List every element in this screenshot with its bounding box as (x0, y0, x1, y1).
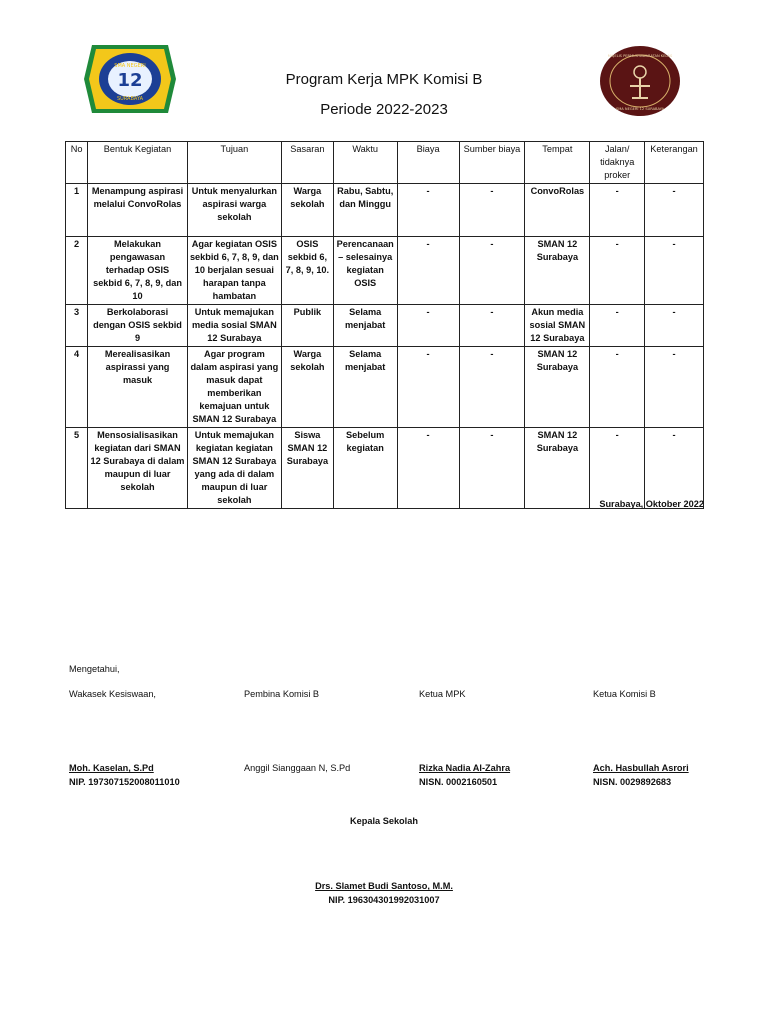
cell-kegiatan: Menampung aspirasi melalui ConvoRolas (88, 184, 187, 237)
wakasek-id: NIP. 197307152008011010 (69, 777, 180, 787)
kepsek-name-wrap (0, 881, 768, 891)
cell-sumber: - (459, 237, 525, 305)
cell-sumber: - (459, 428, 525, 509)
cell-kegiatan: Mensosialisasikan kegiatan dari SMAN 12 Surabaya di dalam maupun di luar sekolah (88, 428, 187, 509)
table-row (66, 184, 704, 237)
mpk-logo-top-text: MAJELIS PERMUSYAWARATAN KELAS (607, 54, 673, 58)
header-keterangan: Keterangan (645, 142, 704, 184)
ketua-komisi-id: NISN. 0029892683 (593, 777, 672, 787)
cell-jalan: - (590, 428, 645, 509)
cell-waktu: Perencanaan – selesainya kegiatan OSIS (333, 237, 397, 305)
cell-waktu: Selama menjabat (333, 347, 397, 428)
header-jalan: Jalan/ tidaknya proker (590, 142, 645, 184)
cell-no: 2 (66, 237, 88, 305)
header-waktu: Waktu (333, 142, 397, 184)
cell-no: 4 (66, 347, 88, 428)
document-title: Program Kerja MPK Komisi B (285, 71, 483, 88)
cell-sumber: - (459, 305, 525, 347)
cell-biaya: - (397, 305, 459, 347)
mpk-logo-bottom-text: SMA NEGERI 12 SURABAYA (615, 107, 665, 111)
cell-jalan: - (590, 184, 645, 237)
cell-sumber: - (459, 347, 525, 428)
header-sumber: Sumber biaya (459, 142, 525, 184)
pembina-name: Anggil Sianggaan N, S.Pd (244, 763, 351, 773)
cell-biaya: - (397, 428, 459, 509)
cell-kegiatan: Melakukan pengawasan terhadap OSIS sekbid 6, 7, 8, 9, dan 10 (88, 237, 187, 305)
cell-keterangan: - (645, 184, 704, 237)
cell-biaya: - (397, 184, 459, 237)
header-kegiatan: Bentuk Kegiatan (88, 142, 187, 184)
pembina-role: Pembina Komisi B (244, 689, 320, 699)
table-row (66, 428, 704, 509)
cell-sasaran: Publik (282, 305, 334, 347)
document-period: Periode 2022-2023 (320, 101, 448, 118)
ketua-komisi-role: Ketua Komisi B (593, 689, 656, 699)
header-no: No (66, 142, 88, 184)
ketua-mpk-role: Ketua MPK (419, 689, 466, 699)
cell-tujuan: Agar kegiatan OSIS sekbid 6, 7, 8, 9, dan 10 berjalan sesuai harapan tanpa hambatan (187, 237, 281, 305)
cell-no: 5 (66, 428, 88, 509)
header-sasaran: Sasaran (282, 142, 334, 184)
header-tempat: Tempat (525, 142, 590, 184)
kepsek-id: NIP. 196304301992031007 (328, 895, 440, 905)
header-tujuan: Tujuan (187, 142, 281, 184)
table-header-row (66, 142, 704, 184)
table-row (66, 305, 704, 347)
cell-tempat: ConvoRolas (525, 184, 590, 237)
cell-jalan: - (590, 305, 645, 347)
wakasek-role: Wakasek Kesiswaan, (69, 689, 156, 699)
cell-waktu: Sebelum kegiatan (333, 428, 397, 509)
header-biaya: Biaya (397, 142, 459, 184)
cell-biaya: - (397, 237, 459, 305)
cell-kegiatan: Berkolaborasi dengan OSIS sekbid 9 (88, 305, 187, 347)
cell-tempat: Akun media sosial SMAN 12 Surabaya (525, 305, 590, 347)
cell-tujuan: Agar program dalam aspirasi yang masuk dapat memberikan kemajuan untuk SMAN 12 Surabaya (187, 347, 281, 428)
table-row (66, 237, 704, 305)
date-line: Surabaya, Oktober 2022 (599, 499, 704, 509)
ketua-mpk-id: NISN. 0002160501 (419, 777, 498, 787)
cell-tempat: SMAN 12 Surabaya (525, 347, 590, 428)
cell-sumber: - (459, 184, 525, 237)
cell-kegiatan: Merealisasikan aspirassi yang masuk (88, 347, 187, 428)
logo-top-text: SMA NEGERI (114, 63, 146, 69)
acknowledged-label: Mengetahui, (69, 664, 120, 674)
logo-bottom-text: SURABAYA (116, 96, 144, 102)
cell-no: 1 (66, 184, 88, 237)
ketua-komisi-name: Ach. Hasbullah Asrori (593, 763, 689, 773)
cell-sasaran: Siswa SMAN 12 Surabaya (282, 428, 334, 509)
cell-keterangan: - (645, 428, 704, 509)
cell-sasaran: Warga sekolah (282, 184, 334, 237)
cell-waktu: Selama menjabat (333, 305, 397, 347)
cell-tujuan: Untuk memajukan kegiatan kegiatan SMAN 12 Surabaya yang ada di dalam maupun di luar sekolah (187, 428, 281, 509)
cell-tempat: SMAN 12 Surabaya (525, 428, 590, 509)
cell-waktu: Rabu, Sabtu, dan Minggu (333, 184, 397, 237)
kepsek-role: Kepala Sekolah (350, 816, 418, 826)
cell-keterangan: - (645, 237, 704, 305)
table-row (66, 347, 704, 428)
ketua-mpk-name: Rizka Nadia Al-Zahra (419, 763, 511, 773)
logo-number: 12 (117, 70, 143, 91)
cell-tujuan: Untuk menyalurkan aspirasi warga sekolah (187, 184, 281, 237)
cell-jalan: - (590, 347, 645, 428)
kepsek-name: Drs. Slamet Budi Santoso, M.M. (315, 881, 453, 891)
cell-tempat: SMAN 12 Surabaya (525, 237, 590, 305)
cell-no: 3 (66, 305, 88, 347)
cell-tujuan: Untuk memajukan media sosial SMAN 12 Surabaya (187, 305, 281, 347)
cell-sasaran: OSIS sekbid 6, 7, 8, 9, 10. (282, 237, 334, 305)
cell-keterangan: - (645, 347, 704, 428)
cell-jalan: - (590, 237, 645, 305)
cell-keterangan: - (645, 305, 704, 347)
program-table (65, 141, 704, 509)
cell-biaya: - (397, 347, 459, 428)
cell-sasaran: Warga sekolah (282, 347, 334, 428)
wakasek-name: Moh. Kaselan, S.Pd (69, 763, 154, 773)
